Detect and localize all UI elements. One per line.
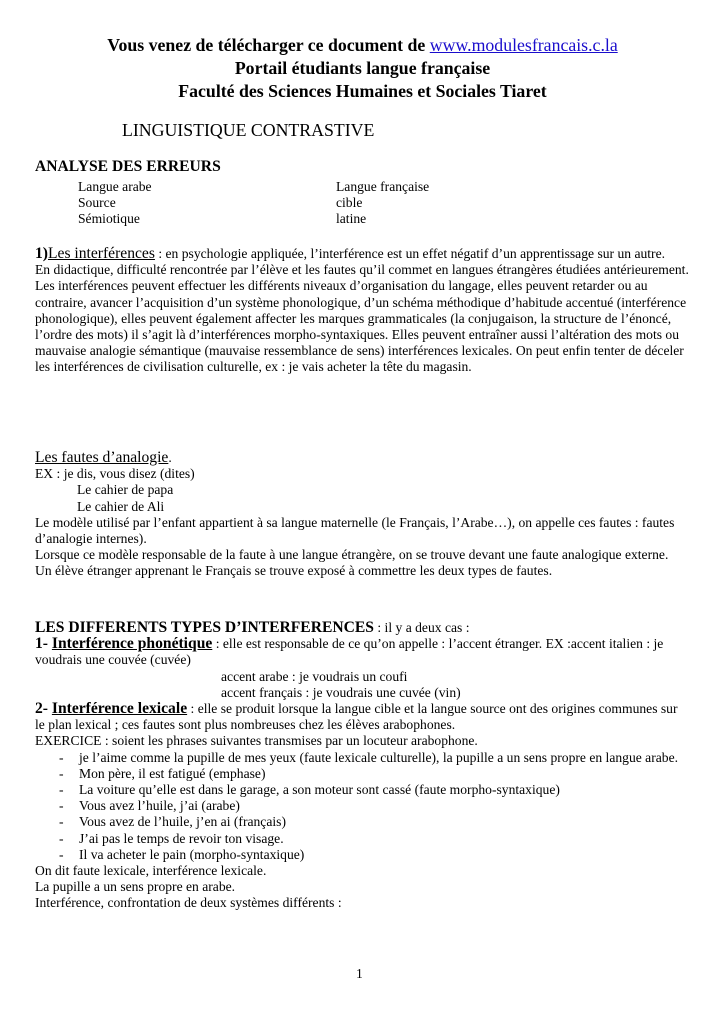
list-item: - Mon père, il est fatigué (emphase) <box>35 766 690 782</box>
header-line-1 <box>0 35 725 55</box>
lex-after-3: Interférence, confrontation de deux systèmes différents : <box>35 895 342 911</box>
types-section <box>35 620 690 912</box>
types-heading: LES DIFFERENTS TYPES D’INTERFERENCES <box>35 619 374 636</box>
phon-text: : elle est responsable de ce qu’on appelle : l’accent étranger. EX :accent italien : je voudrais une couvée (cuvée) <box>35 636 664 668</box>
list-item: - J’ai pas le temps de revoir ton visage. <box>35 831 690 847</box>
interferences-intro: : en psychologie appliquée, l’interférence est un effet négatif d’un apprentissage sur un autre. <box>154 246 666 261</box>
phon-number: 1- <box>35 635 52 653</box>
header-line-3: Faculté des Sciences Humaines et Sociales Tiaret <box>178 81 547 101</box>
interferences-heading: Les interférences <box>48 245 155 262</box>
analyse-right-2: cible <box>336 195 363 210</box>
analogie-heading: Les fautes d’analogie <box>35 449 169 466</box>
types-heading-suffix: : il y a deux cas : <box>373 620 470 635</box>
phon-line-1: accent arabe : je voudrais un coufi <box>221 668 408 684</box>
lex-heading: Interférence lexicale <box>51 700 188 718</box>
list-item: - Vous avez de l’huile, j’en ai (français) <box>35 814 690 830</box>
analyse-left-2: Source <box>78 195 116 210</box>
analogie-section <box>35 450 690 580</box>
analyse-left-1: Langue arabe <box>78 179 152 194</box>
list-item: - je l’aime comme la pupille de mes yeux (faute lexicale culturelle), la pupille a un sens propre en langue arabe. <box>35 750 690 766</box>
lex-after-1: On dit faute lexicale, interférence lexicale. <box>35 863 267 879</box>
list-item: - Il va acheter le pain (morpho-syntaxique) <box>35 847 690 863</box>
analogie-example-line-1: Le cahier de papa <box>77 482 174 498</box>
lex-after-2: La pupille a un sens propre en arabe. <box>35 879 236 895</box>
header-link[interactable]: www.modulesfrancais.c.la <box>429 35 618 55</box>
analogie-p2: Lorsque ce modèle responsable de la faute à une langue étrangère, on se trouve devant une faute analogique externe. <box>35 547 669 563</box>
lex-exercise: EXERCICE : soient les phrases suivantes transmises par un locuteur arabophone. <box>35 733 478 749</box>
page-number: 1 <box>356 966 363 981</box>
lex-example-list <box>35 750 690 863</box>
lex-number: 2- <box>35 700 52 718</box>
interferences-number: 1) <box>35 245 48 262</box>
analogie-heading-suffix: . <box>168 450 172 465</box>
phon-heading: Interférence phonétique <box>51 635 213 653</box>
analyse-heading: ANALYSE DES ERREURS <box>35 158 221 175</box>
interferences-p3: Les interférences peuvent effectuer les différents niveaux d’organisation du langage, elles peuvent retarder ou au contraire, avancer l’acquisition d’un système phonologique, d’un schéma méthodique d’habitude accentué (interférence phonologique), elles peuvent également affecter les marques grammaticales (la conjugaison, la structure de l’énoncé, l’ordre des mots) il s’agit là d’interférences morpho-syntaxiques. Elles peuvent entraîner aussi l’altération des mots ou mauvaise analogie sémantique (mauvaise ressemblance de sens) interférences lexicales. On peut enfin tenter de déceler les interférences de civilisation culturelle, ex : je vais acheter la tête du magasin. <box>35 278 687 375</box>
analyse-right-1: Langue française <box>336 179 430 194</box>
lex-text: : elle se produit lorsque la langue cible et la langue source ont des origines communes sur le plan lexical ; ces fautes sont plus nombreuses chez les élèves arabophones. <box>35 701 678 733</box>
analogie-example: EX : je dis, vous disez (dites) <box>35 466 195 482</box>
analogie-p1: Le modèle utilisé par l’enfant appartient à sa langue maternelle (le Français, l’Arabe…), on appelle ces fautes : fautes d’analogie internes). <box>35 514 675 547</box>
analyse-right-3: latine <box>336 211 367 226</box>
header-line-2: Portail étudiants langue française <box>234 58 491 78</box>
analogie-example-line-2: Le cahier de Ali <box>77 498 165 514</box>
analyse-left-3: Sémiotique <box>78 211 140 226</box>
list-item: - Vous avez l’huile, j’ai (arabe) <box>35 798 690 814</box>
interferences-p2: En didactique, difficulté rencontrée par l’élève et les fautes qu’il commet en langues étrangères étudiées antérieurement. <box>35 262 689 278</box>
phon-line-2: accent français : je voudrais une cuvée (vin) <box>221 684 461 700</box>
document-title: LINGUISTIQUE CONTRASTIVE <box>122 120 375 140</box>
interferences-section <box>35 246 690 376</box>
list-item: - La voiture qu’elle est dans le garage, a son moteur sont cassé (faute morpho-syntaxique) <box>35 782 690 798</box>
header-prefix: Vous venez de télécharger ce document de <box>107 35 426 55</box>
analogie-p3: Un élève étranger apprenant le Français se trouve exposé à commettre les deux types de fautes. <box>35 563 553 579</box>
